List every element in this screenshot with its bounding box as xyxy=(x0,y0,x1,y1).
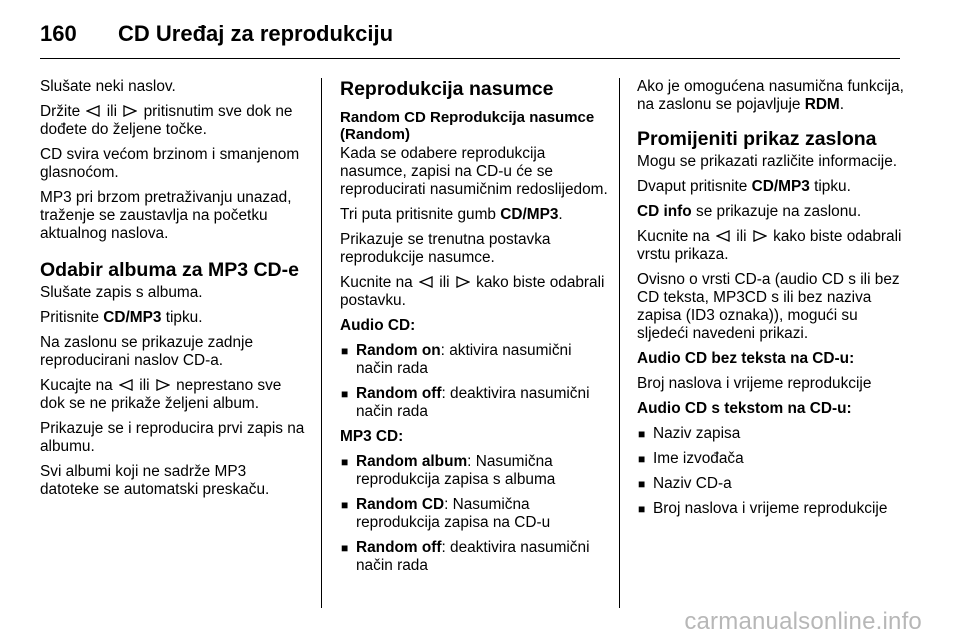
audio-cd-options xyxy=(340,342,610,421)
seek-back-icon xyxy=(86,105,100,117)
seek-forward-icon xyxy=(456,276,470,288)
label-mp3-cd: MP3 CD: xyxy=(340,428,404,445)
column-divider-2 xyxy=(619,78,620,608)
button-name: CD/MP3 xyxy=(500,206,559,223)
list-item: ■ Ime izvođača xyxy=(637,450,907,468)
label-audio-cd-no-text: Audio CD bez teksta na CD-u: xyxy=(637,350,855,367)
column-2 xyxy=(340,78,610,582)
column-3 xyxy=(637,78,907,525)
button-name: CD/MP3 xyxy=(751,178,810,195)
subsection-heading-random: Random CD Reprodukcija nasumce (Random) xyxy=(340,109,595,143)
paragraph: Ovisno o vrsti CD-a (audio CD s ili bez CD teksta, MP3CD s ili bez naziva zapisa (ID3 oznaka)), mogući su sljedeći navedeni prikazi. xyxy=(637,271,900,342)
label-audio-cd-with-text: Audio CD s tekstom na CD-u: xyxy=(637,400,852,417)
list-item: ■ Random CD: Nasumična reprodukcija zapisa na CD-u xyxy=(340,496,610,532)
paragraph: Dvaput pritisnite CD/MP3 tipku. xyxy=(637,178,851,195)
page-title: CD Uređaj za reprodukciju xyxy=(118,21,394,46)
paragraph: Držite ili pritisnutim sve dok ne dođete do željene točke. xyxy=(40,103,293,138)
seek-back-icon xyxy=(716,230,730,242)
list-item: ■ Random off: deaktivira nasumični način rada xyxy=(340,385,610,421)
paragraph: Pritisnite CD/MP3 tipku. xyxy=(40,309,203,326)
seek-forward-icon xyxy=(753,230,767,242)
rdm-indicator: RDM xyxy=(804,96,840,113)
paragraph: Tri puta pritisnite gumb CD/MP3. xyxy=(340,206,563,223)
paragraph: Prikazuje se i reproducira prvi zapis na albumu. xyxy=(40,420,305,455)
paragraph: Ako je omogućena nasumična funkcija, na zaslonu se pojavljuje RDM. xyxy=(637,78,904,113)
paragraph: Slušate zapis s albuma. xyxy=(40,284,203,301)
section-heading-display: Promijeniti prikaz zaslona xyxy=(637,128,877,150)
paragraph: Kucajte na ili neprestano sve dok se ne prikaže željeni album. xyxy=(40,377,282,412)
paragraph: Mogu se prikazati različite informacije. xyxy=(637,153,898,170)
list-item: ■ Random off: deaktivira nasumični način rada xyxy=(340,539,610,575)
paragraph: Svi albumi koji ne sadrže MP3 datoteke se automatski preskaču. xyxy=(40,463,270,498)
label-audio-cd: Audio CD: xyxy=(340,317,416,334)
seek-forward-icon xyxy=(156,379,170,391)
paragraph: MP3 pri brzom pretraživanju unazad, traženje se zaustavlja na početku aktualnog naslova. xyxy=(40,189,292,242)
list-item: ■ Random on: aktivira nasumični način rada xyxy=(340,342,610,378)
paragraph: Prikazuje se trenutna postavka reprodukcije nasumce. xyxy=(340,231,551,266)
display-options xyxy=(637,425,907,518)
paragraph: CD info se prikazuje na zaslonu. xyxy=(637,203,862,220)
paragraph: Na zaslonu se prikazuje zadnje reproducirani naslov CD-a. xyxy=(40,334,254,369)
list-item: ■ Naziv CD-a xyxy=(637,475,907,493)
paragraph: Broj naslova i vrijeme reprodukcije xyxy=(637,375,872,392)
paragraph: Slušate neki naslov. xyxy=(40,78,176,95)
mp3-cd-options xyxy=(340,453,610,575)
button-name: CD/MP3 xyxy=(103,309,162,326)
page-number: 160 xyxy=(40,21,77,46)
list-item: ■ Naziv zapisa xyxy=(637,425,907,443)
list-item: ■ Random album: Nasumična reprodukcija zapisa s albuma xyxy=(340,453,610,489)
seek-back-icon xyxy=(119,379,133,391)
paragraph: CD svira većom brzinom i smanjenom glasnoćom. xyxy=(40,146,300,181)
header-divider xyxy=(40,58,900,59)
paragraph: Kada se odabere reprodukcija nasumce, zapisi na CD-u će se reproducirati nasumičnim redoslijedom. xyxy=(340,145,608,198)
section-heading-random: Reprodukcija nasumce xyxy=(340,78,554,100)
watermark: carmanualsonline.info xyxy=(684,608,922,635)
paragraph: Kucnite na ili kako biste odabrali postavku. xyxy=(340,274,605,309)
column-divider-1 xyxy=(321,78,322,608)
paragraph: Kucnite na ili kako biste odabrali vrstu prikaza. xyxy=(637,228,902,263)
section-heading-album: Odabir albuma za MP3 CD-e xyxy=(40,259,299,281)
list-item: ■ Broj naslova i vrijeme reprodukcije xyxy=(637,500,907,518)
column-1 xyxy=(40,78,308,506)
seek-back-icon xyxy=(419,276,433,288)
display-name: CD info xyxy=(637,203,692,220)
seek-forward-icon xyxy=(123,105,137,117)
page-header xyxy=(40,14,393,54)
